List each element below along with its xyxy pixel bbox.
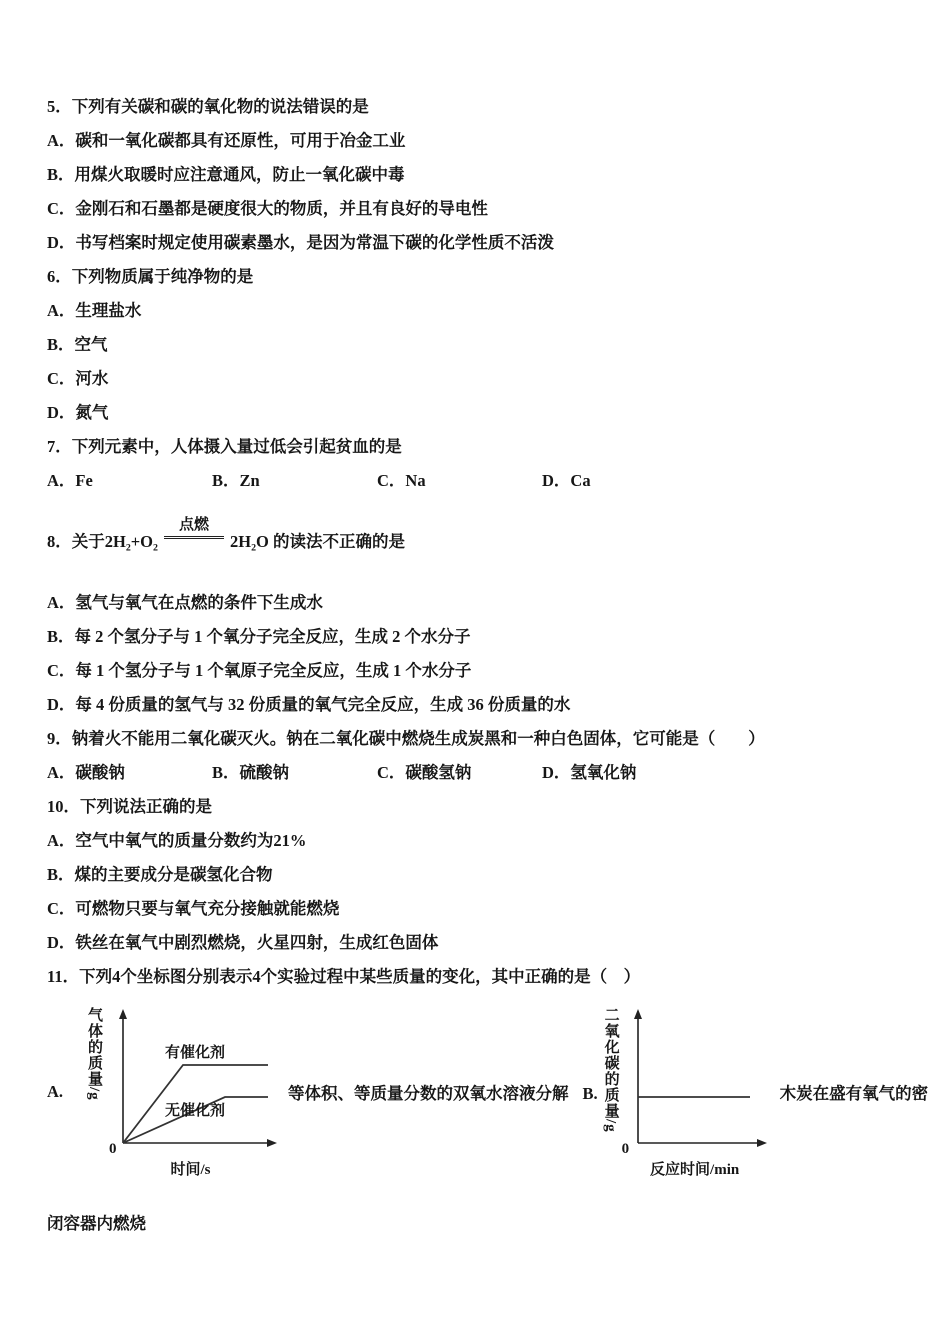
question-8-option-d: D．每 4 份质量的氢气与 32 份质量的氧气完全反应，生成 36 份质量的水 xyxy=(47,695,571,714)
graph-b-origin-label: 0 xyxy=(621,1141,630,1157)
question-7-option-a: A．Fe xyxy=(47,471,93,490)
question-7-option-d: D．Ca xyxy=(542,471,591,490)
graph-a xyxy=(85,1005,278,1179)
graph-a-curve-no-catalyst-label: 无催化剂 xyxy=(165,1103,226,1119)
question-9-stem: 9．钠着火不能用二氧化碳灭火。钠在二氧化碳中燃烧生成炭黑和一种白色固体，它可能是（ ） xyxy=(47,729,765,748)
reaction-condition-text: 点燃 xyxy=(164,513,224,539)
question-11-figure xyxy=(47,992,929,1192)
figure-caption-continued: 闭容器内燃烧 xyxy=(47,1214,146,1233)
graph-b xyxy=(602,1005,770,1179)
question-8-stem xyxy=(47,496,920,584)
question-5-option-b: B．用煤火取暖时应注意通风，防止一氧化碳中毒 xyxy=(47,165,405,184)
graph-a-origin-label: 0 xyxy=(109,1141,117,1157)
question-5-option-d: D．书写档案时规定使用碳素墨水，是因为常温下碳的化学性质不活泼 xyxy=(47,233,554,252)
graph-b-ylabel: 二氧化碳的质量/g xyxy=(602,1007,619,1133)
figure-caption-a-text: 等体积、等质量分数的双氧水溶液分解 xyxy=(288,1084,569,1103)
graph-a-axes-icon xyxy=(103,1005,278,1155)
question-8-option-c: C．每 1 个氢分子与 1 个氧原子完全反应，生成 1 个水分子 xyxy=(47,661,472,680)
graph-b-axes-icon xyxy=(620,1005,770,1155)
question-6-option-d: D．氮气 xyxy=(47,403,109,422)
reaction-condition xyxy=(164,513,224,539)
question-9-options-row xyxy=(47,754,920,788)
graph-b-xlabel: 反应时间/min xyxy=(650,1162,740,1178)
equation-left: 8．关于2H₂+O₂ xyxy=(47,532,158,551)
question-5-option-c: C．金刚石和石墨都是硬度很大的物质，并且有良好的导电性 xyxy=(47,199,488,218)
question-6-option-b: B．空气 xyxy=(47,335,108,354)
question-10-option-c: C．可燃物只要与氧气充分接触就能燃烧 xyxy=(47,899,340,918)
graph-a-curve-catalyst-label: 有催化剂 xyxy=(165,1045,226,1061)
figure-label-a: A. xyxy=(47,1082,64,1101)
question-10-option-b: B．煤的主要成分是碳氢化合物 xyxy=(47,865,273,884)
question-7-options-row xyxy=(47,462,920,496)
question-8-option-a: A．氢气与氧气在点燃的条件下生成水 xyxy=(47,593,323,612)
figure-caption-b: 木炭在盛有氧气的密 xyxy=(779,1084,929,1103)
question-9-option-c: C．碳酸氢钠 xyxy=(377,763,472,782)
graph-a-ylabel: 气体的质量/g xyxy=(86,1007,102,1101)
question-5-stem: 5．下列有关碳和碳的氧化物的说法错误的是 xyxy=(47,97,369,116)
equation-right: 2H₂O 的读法不正确的是 xyxy=(229,532,405,551)
question-9-option-b: B．硫酸钠 xyxy=(212,763,290,782)
question-10-stem: 10．下列说法正确的是 xyxy=(47,797,212,816)
question-9-option-d: D．氢氧化钠 xyxy=(542,763,637,782)
question-10-option-d: D．铁丝在氧气中剧烈燃烧，火星四射，生成红色固体 xyxy=(47,933,439,952)
graph-a-xlabel: 时间/s xyxy=(170,1162,211,1178)
figure-caption-a xyxy=(288,1080,598,1104)
graph-a-plot xyxy=(103,1005,278,1179)
question-8-option-b: B．每 2 个氢分子与 1 个氧分子完全反应，生成 2 个水分子 xyxy=(47,627,471,646)
question-11-stem: 11．下列4个坐标图分别表示4个实验过程中某些质量的变化，其中正确的是（ ） xyxy=(47,967,641,986)
figure-label-b: B. xyxy=(582,1084,598,1103)
question-6-option-c: C．河水 xyxy=(47,369,109,388)
question-7-stem: 7．下列元素中，人体摄入量过低会引起贫血的是 xyxy=(47,437,402,456)
graph-b-plot xyxy=(620,1005,770,1179)
question-6-option-a: A．生理盐水 xyxy=(47,301,142,320)
question-6-stem: 6．下列物质属于纯净物的是 xyxy=(47,267,254,286)
question-5-option-a: A．碳和一氧化碳都具有还原性，可用于冶金工业 xyxy=(47,131,406,150)
question-9-option-a: A．碳酸钠 xyxy=(47,763,125,782)
question-7-option-c: C．Na xyxy=(377,471,426,490)
question-10-option-a: A．空气中氧气的质量分数约为21% xyxy=(47,831,307,850)
question-7-option-b: B．Zn xyxy=(212,471,260,490)
